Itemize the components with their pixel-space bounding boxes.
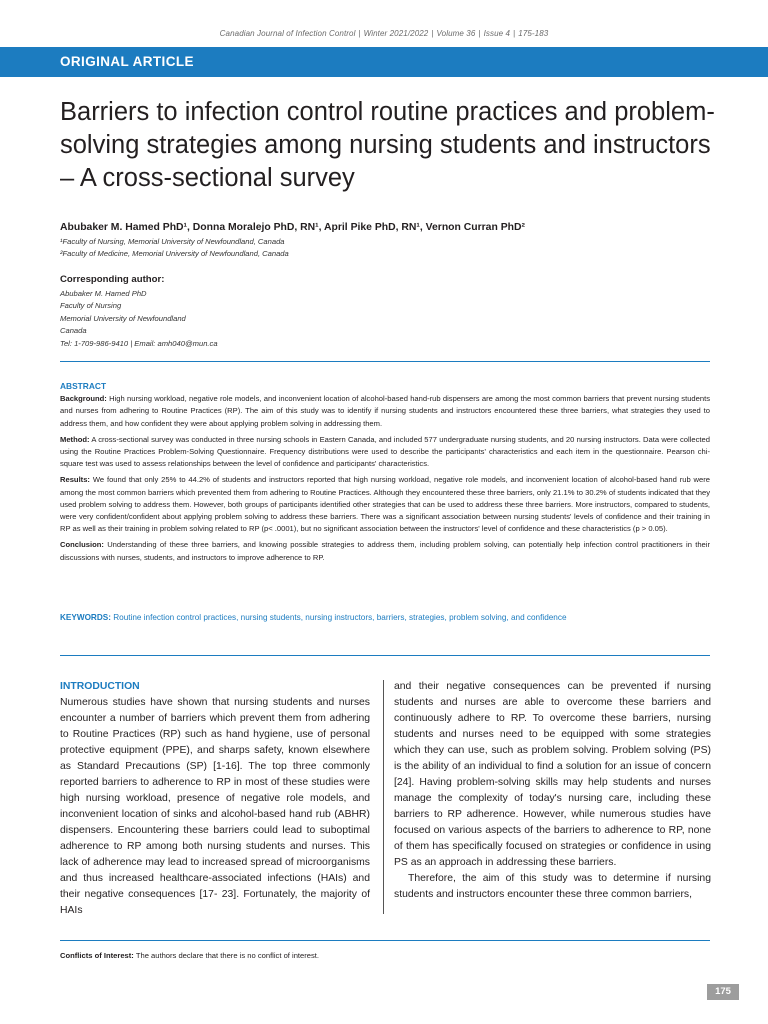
abstract-background (60, 393, 710, 430)
keywords-label: KEYWORDS: (60, 613, 111, 622)
method-label: Method: (60, 434, 90, 444)
introduction-paragraph-2: Therefore, the aim of this study was to determine if nursing students and instructors encounter these three common barriers, (394, 873, 711, 900)
abstract-heading: ABSTRACT (60, 381, 107, 391)
page-number-badge (707, 984, 739, 1000)
journal-name: Canadian Journal of Infection Control (219, 29, 356, 38)
body-column-right (394, 679, 711, 903)
abstract (60, 380, 710, 568)
introduction-heading: INTRODUCTION (60, 681, 140, 692)
corresponding-heading: Corresponding author: (60, 274, 165, 285)
conflicts-of-interest (60, 951, 319, 960)
author-list: Abubaker M. Hamed PhD¹, Donna Moralejo PhD, RN¹, April Pike PhD, RN¹, Vernon Curran PhD² (60, 222, 525, 233)
affiliation-1: ¹Faculty of Nursing, Memorial University of Newfoundland, Canada (60, 237, 285, 246)
conflicts-label: Conflicts of Interest: (60, 951, 134, 960)
introduction-paragraph-1: Numerous studies have shown that nursing students and nurses encounter a number of barriers which prevent them from adhering to Routine Practices (RP) such as hand hygiene, use of personal protective equipment (PPE), and sharps safety, known elsewhere as Standard Precautions (SP) [1-16]. The top three commonly reported barriers to adherence to RP in most of these studies were high nursing workload, presence of negative role models, and inconvenient location of sinks and alcohol-based hand rub (ABHR) dispensers. Encountering these barriers could lead to suboptimal adherence to RP among both nursing students and nurses. This lack of adherence may lead to increased spread of microorganisms and thus increased healthcare-associated infections (HAIs) and their negative consequences [17- 23]. Fortunately, the majority of HAIs (60, 697, 370, 916)
conclusion-text: Understanding of these three barriers, and knowing possible strategies to address them, including problem solving, can potentially help infection control practitioners in their discussions with nurses, students, and instructors to improve adherence to RP. (60, 540, 710, 562)
method-text: A cross-sectional survey was conducted in three nursing schools in Eastern Canada, and included 577 undergraduate nursing students, and 20 nursing instructors. Data were collected using the Routine Practices Problem-Solving Questionnaire. Frequency distributions were used to describe the participants' characteristics and each item in the questionnaire. Pearson chi-square test was used to assess relationships between the level of confidence and participants' characteristics. (60, 434, 710, 469)
page-range: 175-183 (518, 29, 549, 38)
corresponding-university: Memorial University of Newfoundland (60, 313, 186, 323)
corresponding-country: Canada (60, 326, 87, 336)
divider (60, 940, 710, 941)
conflicts-text: The authors declare that there is no conflict of interest. (135, 951, 320, 960)
body-column-left (60, 679, 370, 919)
conclusion-label: Conclusion: (60, 540, 104, 550)
column-divider (383, 680, 384, 914)
abstract-results (60, 474, 710, 535)
results-text: We found that only 25% to 44.2% of students and instructors reported that high nursing workload, negative role models, and inconvenient location of alcohol-based hand rub were among the most common barriers which prevented them from adhering to Routine Practices. Although they encountered these three barriers, only 21.1% to 30.2% of students indicated that they used problem solving to address them. However, both groups of participants identified other strategies that can be used to address these three barriers. More instructors, compared to students, were very confident/confident about applying problem solving to address these barriers. There was a significant association between nursing students' levels of confidence and their training in RP as well as their training in problem solving related to RP (p< .0001), but no significant association between the instructors' level of confidence and these characteristics (p > 0.05). (60, 475, 710, 534)
page-number: 175 (715, 986, 731, 997)
introduction-paragraph-1-continued: and their negative consequences can be prevented if nursing students and nurses are able to overcome these barriers and continuously adhere to RP. To overcome these barriers, nursing students and nurses need to be equipped with some strategies which they can use, such as problem solving. Problem solving (PS) is the ability of an individual to find a solution for an issue of concern [24]. Having problem-solving skills may help students and nurses manage the complexity of today's nursing care, including these barriers to RP adherence. However, while numerous studies have focused on various aspects of the barriers to adherence to RP, none of them has specifically focused on strategies or confidence in using PS as an approach in addressing these barriers. (394, 681, 711, 868)
issue: Issue 4 (483, 29, 511, 38)
journal-header: Canadian Journal of Infection Control | Winter 2021/2022 | Volume 36 | Issue 4 | 175-183 (219, 29, 549, 38)
corresponding-dept: Faculty of Nursing (60, 301, 122, 311)
volume: Volume 36 (436, 29, 476, 38)
abstract-conclusion (60, 539, 710, 563)
divider (60, 655, 710, 656)
affiliation-2: ²Faculty of Medicine, Memorial University of Newfoundland, Canada (60, 249, 289, 258)
keywords-text: Routine infection control practices, nursing students, nursing instructors, barriers, strategies, problem solving, and confidence (113, 613, 567, 622)
article-type-banner (0, 47, 768, 77)
divider (60, 361, 710, 362)
corresponding-contact: Tel: 1-709-986-9410 | Email: amh040@mun.ca (60, 338, 218, 348)
issue-date: Winter 2021/2022 (363, 29, 429, 38)
background-label: Background: (60, 394, 107, 404)
results-label: Results: (60, 475, 90, 485)
keywords (60, 613, 710, 622)
corresponding-author (60, 274, 218, 351)
corresponding-name: Abubaker M. Hamed PhD (60, 288, 147, 298)
article-title: Barriers to infection control routine practices and problem-solving strategies among nursing students and instructors – A cross-sectional survey (60, 98, 715, 192)
abstract-method (60, 434, 710, 471)
article-type-label: ORIGINAL ARTICLE (60, 54, 194, 69)
background-text: High nursing workload, negative role models, and inconvenient location of alcohol-based hand-rub dispensers are among the most common barriers that prevent nursing students and nurses from adhering to Routine Practices (RP). The aim of this study was to identify if nursing students and instructors encountered these three barriers, what strategies they used to address them, and how confident they were about applying problem solving in addressing them. (60, 394, 710, 428)
